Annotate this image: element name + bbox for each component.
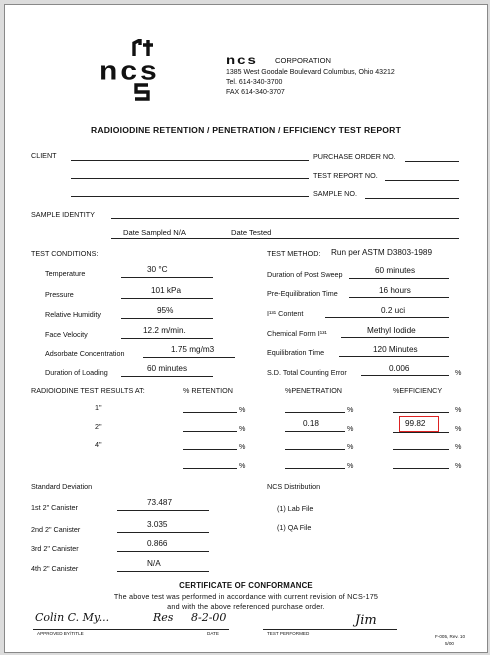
retention-header: % RETENTION — [183, 386, 233, 395]
pre-eq-value: 16 hours — [379, 286, 411, 295]
sd-error-line — [361, 375, 449, 376]
canister-3-line — [117, 551, 209, 552]
i131-value: 0.2 uci — [381, 306, 406, 315]
report-no-label: TEST REPORT NO. — [313, 171, 378, 180]
certificate-line-1: The above test was performed in accordance with current revision of NCS-175 — [113, 592, 379, 601]
penetration-line — [285, 468, 345, 469]
penetration-header: %PENETRATION — [285, 386, 342, 395]
result-row-label: 1" — [95, 403, 102, 412]
efficiency-pct: % — [455, 424, 462, 433]
result-row-label: 2" — [95, 422, 102, 431]
canister-3-value: 0.866 — [147, 539, 168, 548]
penetration-value: 0.18 — [303, 419, 319, 428]
logo-glyph-icon — [131, 39, 157, 57]
penetration-pct: % — [347, 442, 354, 451]
i131-line — [325, 317, 449, 318]
retention-line — [183, 468, 237, 469]
distribution-label: NCS Distribution — [267, 482, 321, 491]
efficiency-line — [393, 412, 449, 413]
sd-error-value: 0.006 — [389, 364, 410, 373]
pressure-label: Pressure — [45, 290, 74, 299]
company-mark: ncs — [226, 53, 258, 68]
efficiency-pct: % — [455, 442, 462, 451]
form-date: 5/00 — [445, 641, 454, 646]
company-address: 1385 West Goodale Boulevard Columbus, Ohio 43212 — [226, 69, 395, 76]
performed-caption: TEST PERFORMED — [267, 631, 310, 636]
i131-label: I¹³¹ Content — [267, 309, 304, 318]
adsorbate-label: Adsorbate Concentration — [45, 349, 125, 358]
company-tel: Tel. 614-340-3700 — [226, 79, 283, 86]
adsorbate-value: 1.75 mg/m3 — [171, 345, 215, 354]
canister-2-label: 2nd 2" Canister — [31, 525, 81, 534]
approved-caption: APPROVED BY/TITLE — [37, 631, 84, 636]
efficiency-pct: % — [455, 461, 462, 470]
performed-line — [263, 629, 397, 630]
post-sweep-value: 60 minutes — [375, 266, 416, 275]
signature-date: 8-2-00 — [191, 611, 227, 624]
post-sweep-label: Duration of Post Sweep — [267, 270, 343, 279]
adsorbate-line — [143, 357, 235, 358]
client-label: CLIENT — [31, 151, 57, 160]
std-dev-label: Standard Deviation — [31, 482, 93, 491]
qa-file: (1) QA File — [277, 523, 312, 532]
client-line-3 — [71, 196, 309, 197]
canister-3-label: 3rd 2" Canister — [31, 544, 79, 553]
temperature-value: 30 °C — [147, 265, 168, 274]
date-tested: Date Tested — [231, 228, 272, 237]
duration-loading-label: Duration of Loading — [45, 368, 108, 377]
temperature-line — [121, 277, 213, 278]
logo-text-big: ncs — [99, 57, 160, 86]
company-fax: FAX 614-340-3707 — [226, 89, 285, 96]
eq-time-value: 120 Minutes — [373, 345, 418, 354]
approver-signature: Colin C. My... — [35, 611, 110, 624]
canister-4-line — [117, 571, 209, 572]
date-line — [111, 238, 459, 239]
canister-1-value: 73.487 — [147, 498, 173, 507]
penetration-line — [285, 412, 345, 413]
post-sweep-line — [349, 278, 449, 279]
retention-pct: % — [239, 442, 246, 451]
approved-line — [33, 629, 229, 630]
efficiency-line — [393, 449, 449, 450]
sd-error-pct: % — [455, 368, 462, 377]
canister-1-label: 1st 2" Canister — [31, 503, 78, 512]
penetration-line — [285, 449, 345, 450]
pressure-value: 101 kPa — [151, 286, 182, 295]
retention-line — [183, 412, 237, 413]
test-method-label: TEST METHOD: — [267, 249, 321, 258]
sample-identity-line — [111, 218, 459, 219]
retention-line — [183, 431, 237, 432]
face-velocity-line — [121, 338, 213, 339]
canister-2-line — [117, 532, 209, 533]
po-label: PURCHASE ORDER NO. — [313, 152, 396, 161]
canister-4-value: N/A — [147, 559, 161, 568]
efficiency-pct: % — [455, 405, 462, 414]
sd-error-label: S.D. Total Counting Error — [267, 368, 347, 377]
po-line — [405, 161, 459, 162]
date-sampled: Date Sampled N/A — [123, 228, 186, 237]
sample-identity-label: SAMPLE IDENTITY — [31, 210, 95, 219]
humidity-line — [121, 318, 213, 319]
eq-time-line — [339, 356, 449, 357]
efficiency-line — [393, 432, 449, 433]
retention-pct: % — [239, 461, 246, 470]
humidity-label: Relative Humidity — [45, 310, 101, 319]
chem-form-label: Chemical Form I¹³¹ — [267, 329, 327, 338]
performer-signature: Jim — [355, 613, 377, 628]
company-name: CORPORATION — [275, 56, 331, 65]
duration-loading-line — [121, 376, 213, 377]
client-line-2 — [71, 178, 309, 179]
certificate-line-2: and with the above referenced purchase order. — [167, 602, 325, 611]
penetration-line — [285, 431, 345, 432]
eq-time-label: Equilibration Time — [267, 348, 325, 357]
logo-bottom-glyph-icon — [133, 83, 151, 101]
lab-file: (1) Lab File — [277, 504, 314, 513]
client-line-1 — [71, 160, 309, 161]
report-no-line — [385, 180, 459, 181]
pre-eq-line — [349, 297, 449, 298]
form-number: F-005, Rev. 10 — [435, 634, 466, 639]
test-conditions-label: TEST CONDITIONS: — [31, 249, 99, 258]
retention-pct: % — [239, 405, 246, 414]
report-page — [4, 4, 488, 653]
efficiency-header: %EFFICIENCY — [393, 386, 443, 395]
canister-2-value: 3.035 — [147, 520, 168, 529]
chem-form-line — [341, 337, 449, 338]
face-velocity-value: 12.2 m/min. — [143, 326, 186, 335]
approver-title: Res — [153, 611, 174, 624]
sample-no-line — [365, 198, 459, 199]
humidity-value: 95% — [157, 306, 174, 315]
penetration-pct: % — [347, 461, 354, 470]
pre-eq-label: Pre-Equilibration Time — [267, 289, 338, 298]
efficiency-line — [393, 468, 449, 469]
certificate-title: CERTIFICATE OF CONFORMANCE — [179, 581, 313, 590]
canister-4-label: 4th 2" Canister — [31, 564, 79, 573]
penetration-pct: % — [347, 424, 354, 433]
report-title: RADIOIODINE RETENTION / PENETRATION / EFFICIENCY TEST REPORT — [90, 125, 402, 135]
efficiency-value: 99.82 — [405, 419, 426, 428]
result-row-label: 4" — [95, 440, 102, 449]
temperature-label: Temperature — [45, 269, 86, 278]
pressure-line — [121, 298, 213, 299]
chem-form-value: Methyl Iodide — [367, 326, 416, 335]
test-method-value: Run per ASTM D3803-1989 — [331, 248, 433, 257]
results-at-label: RADIOIODINE TEST RESULTS AT: — [31, 386, 145, 395]
retention-pct: % — [239, 424, 246, 433]
canister-1-line — [117, 510, 209, 511]
penetration-pct: % — [347, 405, 354, 414]
sample-no-label: SAMPLE NO. — [313, 189, 357, 198]
face-velocity-label: Face Velocity — [45, 330, 88, 339]
retention-line — [183, 449, 237, 450]
date-caption: DATE — [207, 631, 219, 636]
duration-loading-value: 60 minutes — [147, 364, 188, 373]
